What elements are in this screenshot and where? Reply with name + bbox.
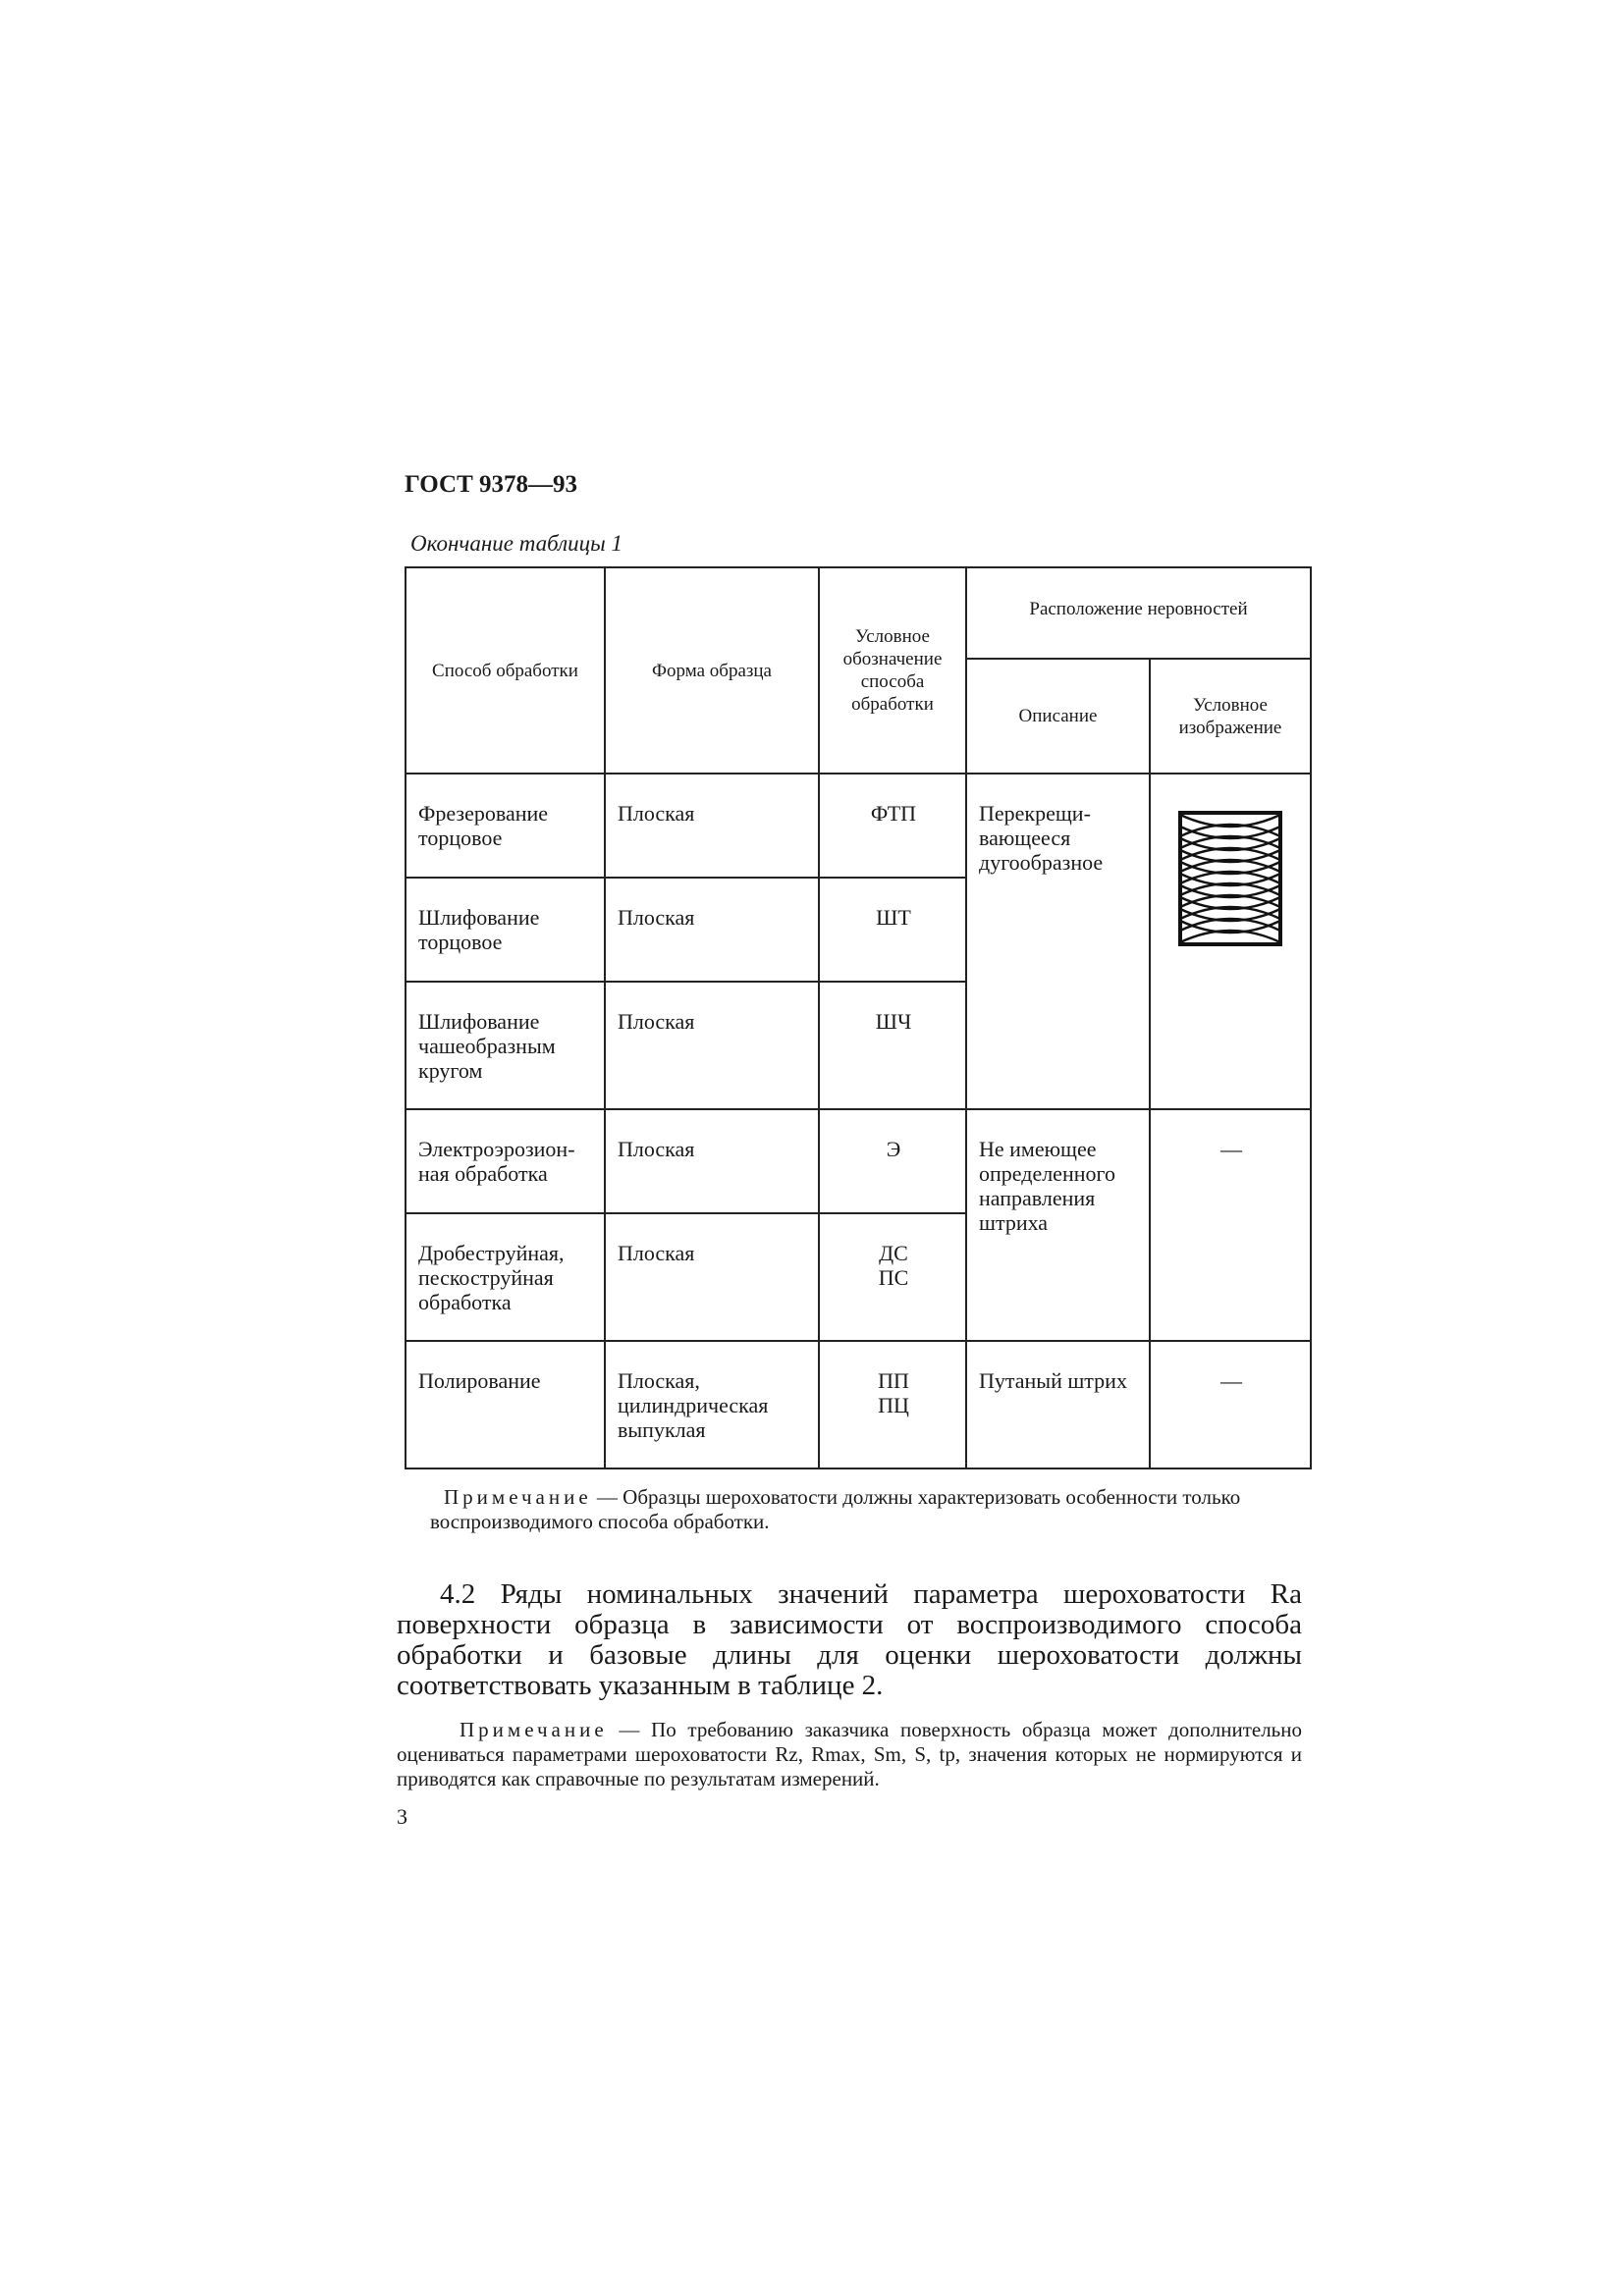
header-description: Описание (966, 659, 1150, 774)
cell-method: Электроэрозион- ная обработка (406, 1109, 605, 1213)
cell-form: Плоская (605, 982, 819, 1109)
cell-description: Не имеющее определенного направления штриха (966, 1109, 1150, 1341)
header-designation: Условное обозначение способа обработки (819, 567, 966, 774)
cell-form: Плоская (605, 878, 819, 982)
cell-form: Плоская (605, 774, 819, 878)
cell-image (1150, 774, 1311, 1109)
document-code: ГОСТ 9378—93 (405, 471, 578, 498)
section-note (397, 1718, 1302, 1791)
cell-image-dash: — (1150, 1341, 1311, 1468)
cell-code: Э (819, 1109, 966, 1213)
cell-method: Фрезерование торцовое (406, 774, 605, 878)
cell-method: Шлифование торцовое (406, 878, 605, 982)
page-number: 3 (397, 1804, 407, 1829)
table-note (430, 1485, 1304, 1534)
roughness-table (405, 566, 1312, 1469)
cell-description: Путаный штрих (966, 1341, 1150, 1468)
cell-code: ШЧ (819, 982, 966, 1109)
note-label: Примечание (460, 1718, 608, 1741)
header-roughness-arrangement: Расположение неровностей (966, 567, 1311, 659)
cell-code: ШТ (819, 878, 966, 982)
cell-form: Плоская, цилиндрическая выпуклая (605, 1341, 819, 1468)
note-label: Примечание (444, 1485, 592, 1509)
table-row (406, 1341, 1311, 1468)
section-4-2-paragraph: 4.2 Ряды номинальных значений параметра шероховатости Ra поверхности образца в зависимости от воспроизводимого способа обработки и базовые длины для оценки шероховатости должны соответствовать указанным в таблице 2. (397, 1578, 1302, 1701)
table-row (406, 1109, 1311, 1213)
cell-code: ФТП (819, 774, 966, 878)
cell-code-text: ПП ПЦ (878, 1368, 909, 1417)
table-row (406, 774, 1311, 878)
header-image: Условное изображение (1150, 659, 1311, 774)
cell-code-text: ДС ПС (878, 1241, 909, 1290)
cell-form: Плоская (605, 1109, 819, 1213)
cell-description: Перекрещи- вающееся дугообразное (966, 774, 1150, 1109)
cell-code (819, 1341, 966, 1468)
cell-method: Полирование (406, 1341, 605, 1468)
cell-form: Плоская (605, 1213, 819, 1341)
cell-image-dash: — (1150, 1109, 1311, 1341)
cell-method: Шлифование чашеобразным кругом (406, 982, 605, 1109)
header-form: Форма образца (605, 567, 819, 774)
table-caption: Окончание таблицы 1 (410, 531, 623, 556)
cell-code (819, 1213, 966, 1341)
cell-method: Дробеструйная, пескоструйная обработка (406, 1213, 605, 1341)
crossed-arcs-hatch-icon (1177, 810, 1283, 947)
note-text: — Образцы шероховатости должны характеризовать особенности только воспроизводимого способа обработки. (430, 1485, 1241, 1533)
header-method: Способ обработки (406, 567, 605, 774)
note-text: — По требованию заказчика поверхность образца может дополнительно оцениваться параметрами шероховатости Rz, Rmax, Sm, S, tp, значения которых не нормируются и приводятся как справочные по результатам измерений. (397, 1718, 1302, 1790)
